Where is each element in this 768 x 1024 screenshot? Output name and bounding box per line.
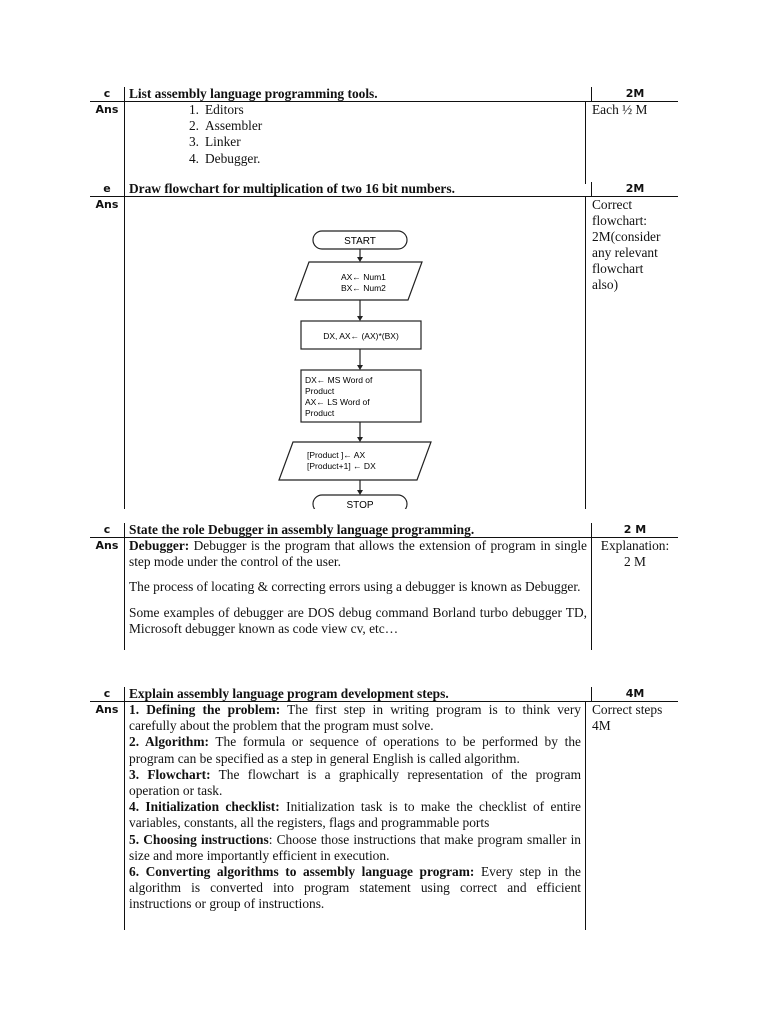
step-item: 2. Algorithm: The formula or sequence of operations to be performed by the program can be specified as a step in general English is called algorithm. — [129, 734, 581, 766]
list-item: 3. Linker — [188, 134, 241, 150]
store-line-1: DX← MS Word of — [305, 375, 373, 385]
answer-row — [90, 538, 678, 650]
store-line-2: Product — [305, 386, 335, 396]
answer-row — [90, 702, 678, 930]
answer-label: Ans — [95, 103, 119, 116]
output-line-1: [Product ]← AX — [307, 450, 366, 460]
debugger-definition: Debugger: Debugger is the program that allows the extension of program in single step mode under the control of the user. — [129, 538, 587, 570]
question-label: c — [103, 523, 111, 536]
step-item: 1. Defining the problem: The first step in writing program is to think very carefully about the problem that the program must solve. — [129, 702, 582, 734]
debugger-examples: Some examples of debugger are DOS debug command Borland turbo debugger TD, Microsoft debugger known as code view cv, etc… — [129, 604, 587, 636]
tools-list — [129, 102, 581, 167]
step-item: 3. Flowchart: The flowchart is a graphically representation of the program operation or task. — [129, 766, 581, 799]
section-debugger-role — [90, 523, 678, 650]
question-text: Explain assembly language program development steps. — [124, 687, 592, 701]
section-development-steps — [90, 687, 678, 930]
answer-row — [90, 102, 678, 184]
multiplication-flowchart — [245, 197, 475, 509]
marking-scheme: Correct steps 4M — [592, 702, 663, 733]
step-item: 5. Choosing instructions: Choose those instructions that make program smaller in size and more importantly efficient in execution. — [129, 831, 581, 863]
question-header — [90, 687, 678, 702]
step-item: 6. Converting algorithms to assembly language program: Every step in the algorithm is converted into program statement using correct and efficient instructions or group of instructions. — [129, 864, 581, 912]
arrow-head — [357, 437, 363, 442]
arrow-head — [357, 365, 363, 370]
question-label: c — [103, 87, 111, 100]
section-programming-tools — [90, 87, 678, 184]
output-line-2: [Product+1] ← DX — [307, 461, 376, 471]
input-line-1: AX← Num1 — [341, 272, 386, 282]
list-item: 1. Editors — [188, 102, 244, 117]
answer-label: Ans — [95, 198, 119, 211]
arrow-head — [357, 257, 363, 262]
start-label: START — [344, 236, 376, 247]
multiply-process-label: DX, AX← (AX)*(BX) — [323, 331, 399, 341]
store-line-4: Product — [305, 408, 335, 418]
arrow-head — [357, 490, 363, 495]
stop-label: STOP — [346, 500, 374, 509]
question-header — [90, 87, 678, 102]
list-item: 4. Debugger. — [188, 150, 261, 166]
marking-scheme: Each ½ M — [592, 102, 648, 117]
question-label: e — [103, 182, 111, 195]
answer-label: Ans — [95, 539, 119, 552]
marks-label: 2M — [625, 182, 645, 195]
step-item: 4. Initialization checklist: Initialization task is to make the checklist of entire variables, constants, all the registers, flags and programmable ports — [129, 799, 581, 831]
marks-label: 4M — [625, 687, 645, 700]
input-line-2: BX← Num2 — [341, 283, 386, 293]
marks-label: 2 M — [623, 523, 647, 536]
answer-label: Ans — [95, 703, 119, 716]
store-line-3: AX← LS Word of — [305, 397, 370, 407]
marking-scheme: Explanation: 2 M — [600, 538, 670, 569]
marks-label: 2M — [625, 87, 645, 100]
section-flowchart — [90, 182, 678, 509]
list-item: 2. Assembler — [188, 118, 263, 134]
question-text: State the role Debugger in assembly language programming. — [124, 523, 592, 537]
question-header — [90, 182, 678, 197]
question-text: Draw flowchart for multiplication of two 16 bit numbers. — [124, 182, 592, 196]
arrow-head — [357, 316, 363, 321]
question-header — [90, 523, 678, 538]
debugging-process: The process of locating & correcting errors using a debugger is known as Debugger. — [129, 579, 581, 595]
marking-scheme: Correct flowchart: 2M(consider any relevant flowchart also) — [592, 197, 661, 292]
answer-row — [90, 197, 678, 509]
question-label: c — [103, 687, 111, 700]
question-text: List assembly language programming tools. — [124, 87, 592, 101]
